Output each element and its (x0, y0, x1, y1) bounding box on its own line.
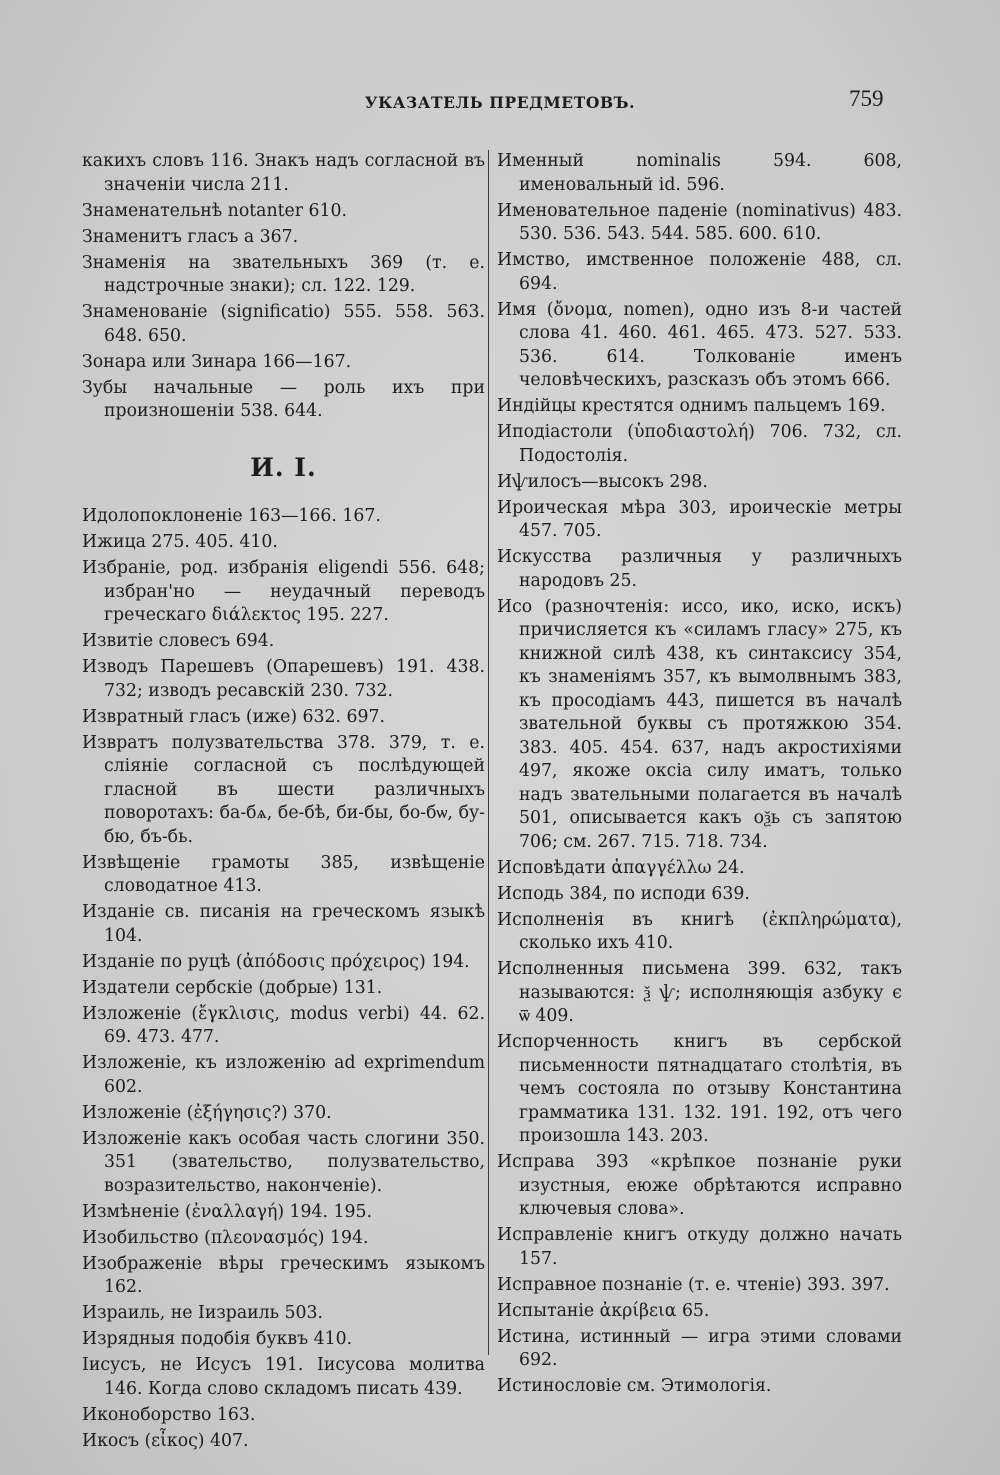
index-entry: Знаменательнѣ notanter 610. (82, 200, 347, 221)
index-entry: Знаменитъ гласъ а 367. (82, 226, 299, 247)
index-entry: Изображенiе вѣры греческимъ языкомъ 162. (82, 1253, 485, 1297)
index-entry: Исполненныя письмена 399. 632, такъ называются: ѯ ѱ; исполняющiя азбуку є ѿ 409. (497, 959, 902, 1026)
right-column (497, 150, 902, 1401)
index-entry: Израиль, не Iизраиль 503. (82, 1303, 324, 1323)
index-entry: Изложенiе, къ изложенiю ad exprimendum 602. (82, 1053, 485, 1097)
index-entry: Искусства различныя у различныхъ народовъ 25. (497, 547, 902, 591)
index-entry: Испытанiе ἀκρίβεια 65. (497, 1300, 710, 1321)
index-entry: Иѱилосъ—высокъ 298. (497, 471, 708, 492)
index-entry: Извитiе словесъ 694. (82, 631, 275, 651)
index-entry: Имство, имственное положенiе 488, сл. 694. (497, 250, 902, 294)
index-entry: Иконоборство 163. (82, 1404, 256, 1425)
index-entry: Измѣненiе (ἐναλλαγή) 194. 195. (82, 1201, 373, 1222)
index-entry: Извѣщенiе грамоты 385, извѣщенiе словодатное 413. (82, 852, 485, 896)
index-entry: Индiйцы крестятся однимъ пальцемъ 169. (497, 396, 886, 416)
running-head: УКАЗАТЕЛЬ ПРЕДМЕТОВЪ. (364, 93, 636, 112)
index-entry: Изобильство (πλεονασμός) 194. (82, 1227, 369, 1248)
index-entry: Изложенiе какъ особая часть слогини 350. 351 (звательство, полузвательство, возразительство, наконченiе). (82, 1128, 485, 1196)
index-entry: Избранiе, род. избранiя eligendi 556. 648; избран'но — неудачный переводъ греческаго διάλεκτος 195. 227. (82, 558, 485, 625)
index-entry: Зубы начальные — роль ихъ при произношенiи 538. 644. (82, 377, 485, 421)
index-entry: Извратный гласъ (иже) 632. 697. (82, 706, 386, 727)
index-entry: Истина, истинный — игра этими словами 692. (497, 1326, 902, 1370)
index-entry: Изданiе по руцѣ (ἀπόδοσις πρόχειρος) 194. (82, 951, 470, 972)
column-divider (488, 150, 489, 1355)
index-entry: Истинословiе см. Этимологiя. (497, 1376, 772, 1396)
index-entry: Испорченность книгъ въ сербской письменности пятнадцатаго столѣтiя, въ чемъ состояла по отзыву Константина грамматика 131. 132. 191. 192, отъ чего произошла 143. 203. (497, 1032, 902, 1146)
index-entry: Изложенiе (ἔγκλισις, modus verbi) 44. 62. 69. 473. 477. (82, 1003, 485, 1047)
index-entry: Исполненiя въ книгѣ (ἐκπληρώματα), сколько ихъ 410. (497, 909, 902, 953)
index-entry: Исправа 393 «крѣпкое познанiе руки изустныя, еюже обрѣтаются исправно ключевыя слова». (497, 1152, 902, 1219)
index-entry: Именовательное паденiе (nominativus) 483. 530. 536. 543. 544. 585. 600. 610. (497, 200, 902, 244)
index-entry: Изданiе св. писанiя на греческомъ языкѣ 104. (82, 902, 485, 946)
section-heading: И. I. (250, 452, 317, 482)
index-entry: Иподiастоли (ὑποδιαστολή) 706. 732, сл. Подостолiя. (497, 422, 902, 466)
index-entry: Изрядныя подобiя буквъ 410. (82, 1329, 353, 1349)
index-entry: Iисусъ, не Исусъ 191. Iисусова молитва 146. Когда слово складомъ писать 439. (82, 1355, 485, 1399)
index-entry: Исправное познанiе (т. е. чтенiе) 393. 397. (497, 1274, 890, 1295)
index-entry: Имя (ὄνομα, nomen), одно изъ 8-и частей слова 41. 460. 461. 465. 473. 527. 533. 536. 614. Толкованiе именъ человѣческихъ, разсказъ объ этомъ 666. (497, 299, 902, 390)
index-entry: Изложенiе (ἐξήγησις?) 370. (82, 1102, 332, 1123)
index-entry: Именный nominalis 594. 608, именовальный id. 596. (497, 151, 902, 195)
index-entry: Ижица 275. 405. 410. (82, 532, 278, 552)
index-entry: Исподь 384, по исподи 639. (497, 883, 750, 904)
left-column (82, 150, 485, 1456)
index-entry: Знаменованiе (significatio) 555. 558. 563. 648. 650. (82, 302, 485, 346)
index-entry: Изводъ Парешевъ (Опарешевъ) 191. 438. 732; изводъ ресавскiй 230. 732. (82, 657, 485, 701)
index-entry: Знаменiя на звательныхъ 369 (т. е. надстрочные знаки); сл. 122. 129. (82, 252, 485, 296)
index-entry: Икосъ (εἶκος) 407. (82, 1430, 249, 1451)
index-entry: Исправленiе книгъ откуду должно начать 157. (497, 1225, 902, 1269)
index-entry: Исо (разночтенiя: иссо, ико, иско, искъ) причисляется къ «силамъ гласу» 275, къ книжной силѣ 438, къ синтаксису 354, къ знаменiямъ 357, къ вымолвнымъ 383, къ просодiамъ 443, пишется въ началѣ звательной буквы съ протяжкою 354. 383. 405. 454. 637, надъ акростихiями 497, якоже оксiа силу иматъ, только надъ звательными полагается въ началѣ 501, описывается какъ оѯь съ запятою 706; см. 267. 715. 718. 734. (497, 596, 902, 852)
index-entry: Зонара или Зинара 166—167. (82, 351, 352, 372)
index-entry: Исповѣдати ἀπαγγέλλω 24. (497, 857, 745, 878)
index-entry: Идолопоклоненiе 163—166. 167. (82, 506, 381, 526)
index-entry: Ироическая мѣра 303, ироическiе метры 457. 705. (497, 497, 902, 541)
page-number: 759 (849, 86, 884, 111)
index-entry: какихъ словъ 116. Знакъ надъ согласной въ значенiи числа 211. (82, 151, 485, 195)
index-entry: Издатели сербскiе (добрые) 131. (82, 977, 383, 998)
index-entry: Извратъ полузвательства 378. 379, т. е. слiянiе согласной съ послѣдующей гласной въ шести различныхъ поворотахъ: ба-бѧ, бе-бѣ, би-бы, бо-бѡ, бу-бю, бъ-бь. (82, 732, 485, 847)
